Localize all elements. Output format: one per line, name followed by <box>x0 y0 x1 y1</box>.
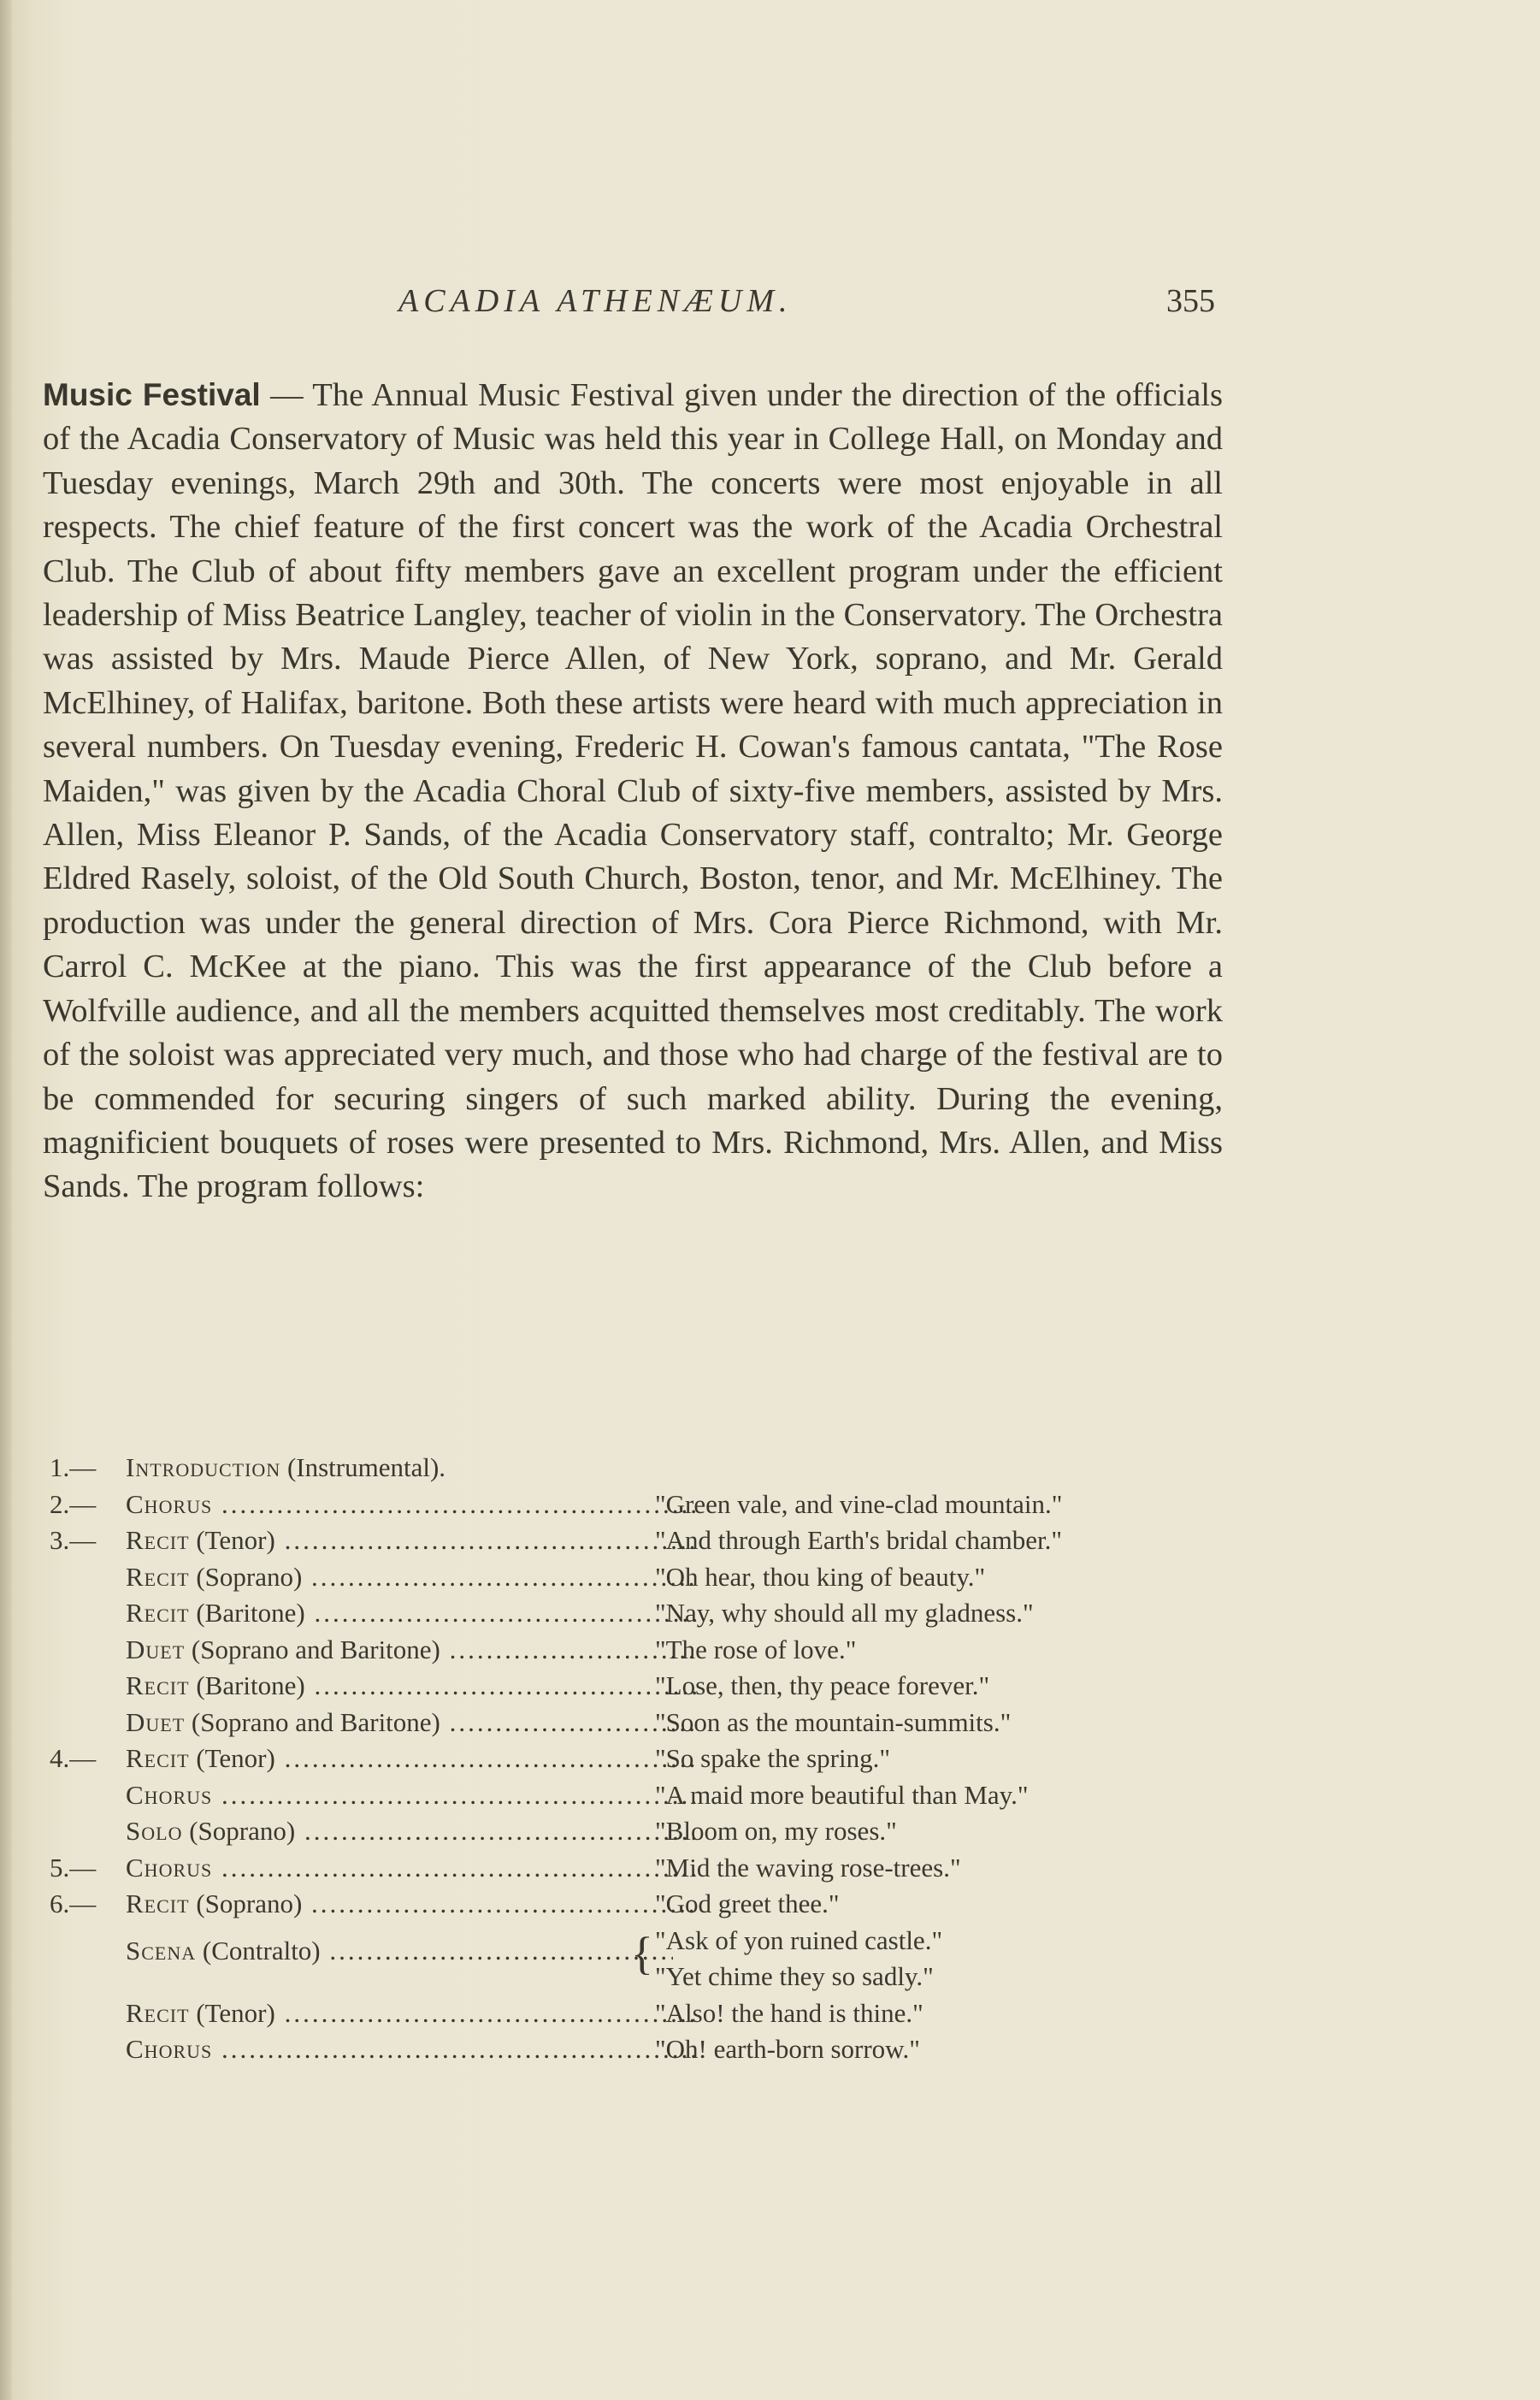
program-row <box>50 1850 1238 1887</box>
program-part: Solo (Soprano) ..... <box>126 1813 699 1850</box>
program-title: "God greet thee." <box>655 1889 840 1918</box>
article-paragraph <box>43 373 1223 1209</box>
program-part: Recit (Tenor) ..... <box>126 1741 699 1777</box>
program-number: 3.— <box>50 1525 97 1555</box>
program-row <box>50 1632 1238 1669</box>
program-part: Chorus ..... <box>126 1850 699 1887</box>
program-number: 2.— <box>50 1488 97 1519</box>
page-number: 355 <box>1166 283 1215 319</box>
program-part: Recit (Soprano) ..... <box>126 1559 699 1596</box>
program-row <box>50 1705 1238 1741</box>
program-part: Recit (Tenor) ..... <box>126 1995 699 2032</box>
article-lead: Music Festival <box>43 377 261 412</box>
program-title: "Bloom on, my roses." <box>655 1816 897 1846</box>
page-header <box>0 282 1540 325</box>
brace-icon: { <box>631 1927 653 1979</box>
program-row <box>50 1487 1238 1523</box>
program-title: "Lose, then, thy peace forever." <box>655 1670 990 1700</box>
program-part: Chorus ..... <box>126 1487 699 1523</box>
article-dash: — <box>260 377 304 413</box>
program-part: Recit (Tenor) ..... <box>126 1522 699 1559</box>
program-part: Duet (Soprano and Baritone) ..... <box>126 1632 699 1669</box>
program-row <box>50 2031 1238 2068</box>
program-title: "So spake the spring." <box>655 1743 891 1773</box>
program-list <box>50 1450 1238 2068</box>
program-part: Introduction (Instrumental). <box>126 1452 446 1482</box>
program-title: "Green vale, and vine-clad mountain." <box>655 1488 1063 1519</box>
article-body: The Annual Music Festival given under the direction of the officials of the Acadia Conservatory of Music was held this year in College Hall, on Monday and Tuesday evenings, March 29th and 30th. The concerts were most enjoyable in all respects. The chief feature of the first concert was the work of the Acadia Orchestral Club. The Club of about fifty members gave an excellent program under the efficient leadership of Miss Beatrice Langley, teacher of violin in the Conservatory. The Orchestra was assisted by Mrs. Maude Pierce Allen, of New York, soprano, and Mr. Gerald McElhiney, of Halifax, baritone. Both these artists were heard with much appreciation in several numbers. On Tuesday evening, Frederic H. Cowan's famous cantata, "The Rose Maiden," was given by the Acadia Choral Club of sixty-five members, assisted by Mrs. Allen, Miss Eleanor P. Sands, of the Acadia Conservatory staff, contralto; Mr. George Eldred Rasely, soloist, of the Old South Church, Boston, tenor, and Mr. McElhiney. The production was under the general direction of Mrs. Cora Pierce Richmond, with Mr. Carrol C. McKee at the piano. This was the first appearance of the Club before a Wolfville audience, and all the members acquitted themselves most creditably. The work of the soloist was appreciated very much, and those who had charge of the festival are to be commended for securing singers of such marked ability. During the evening, magnificient bouquets of roses were presented to Mrs. Richmond, Mrs. Allen, and Miss Sands. The program follows: <box>43 377 1223 1205</box>
page-binding-edge <box>0 0 12 2400</box>
program-row <box>50 1777 1238 1814</box>
program-row <box>50 1595 1238 1632</box>
program-title: "And through Earth's bridal chamber." <box>655 1525 1062 1555</box>
program-title: "Oh! earth-born sorrow." <box>655 2034 920 2064</box>
program-part: Scena (Contralto) ..... <box>126 1933 673 1970</box>
program-title: "Oh hear, thou king of beauty." <box>655 1561 986 1592</box>
program-title: "Soon as the mountain-summits." <box>655 1706 1012 1737</box>
program-number: 4.— <box>50 1743 97 1773</box>
program-title: "Also! the hand is thine." <box>655 1997 923 2028</box>
program-row <box>50 1995 1238 2032</box>
program-part: Recit (Baritone) ..... <box>126 1668 699 1705</box>
program-row <box>50 1559 1238 1596</box>
program-part: Chorus ..... <box>126 1777 699 1814</box>
program-row <box>50 1923 1238 1995</box>
program-number: 5.— <box>50 1852 97 1883</box>
program-row <box>50 1522 1238 1559</box>
program-row <box>50 1741 1238 1777</box>
program-part: Recit (Soprano) ..... <box>126 1886 699 1923</box>
program-title: "A maid more beautiful than May." <box>655 1779 1029 1810</box>
program-row <box>50 1886 1238 1923</box>
program-part: Chorus ..... <box>126 2031 699 2068</box>
program-title: "Mid the waving rose-trees." <box>655 1852 961 1883</box>
program-part: Recit (Baritone) ..... <box>126 1595 699 1632</box>
program-row <box>50 1813 1238 1850</box>
program-number: 1.— <box>50 1452 97 1482</box>
program-title: "Ask of yon ruined castle." "Yet chime they so sadly." <box>655 1924 943 1991</box>
program-title: "The rose of love." <box>655 1634 857 1664</box>
program-part: Duet (Soprano and Baritone) ..... <box>126 1705 699 1741</box>
program-row <box>50 1668 1238 1705</box>
running-title: ACADIA ATHENÆUM. <box>398 283 793 319</box>
program-number: 6.— <box>50 1889 97 1918</box>
program-title: "Nay, why should all my gladness." <box>655 1598 1034 1628</box>
program-row <box>50 1450 1238 1487</box>
